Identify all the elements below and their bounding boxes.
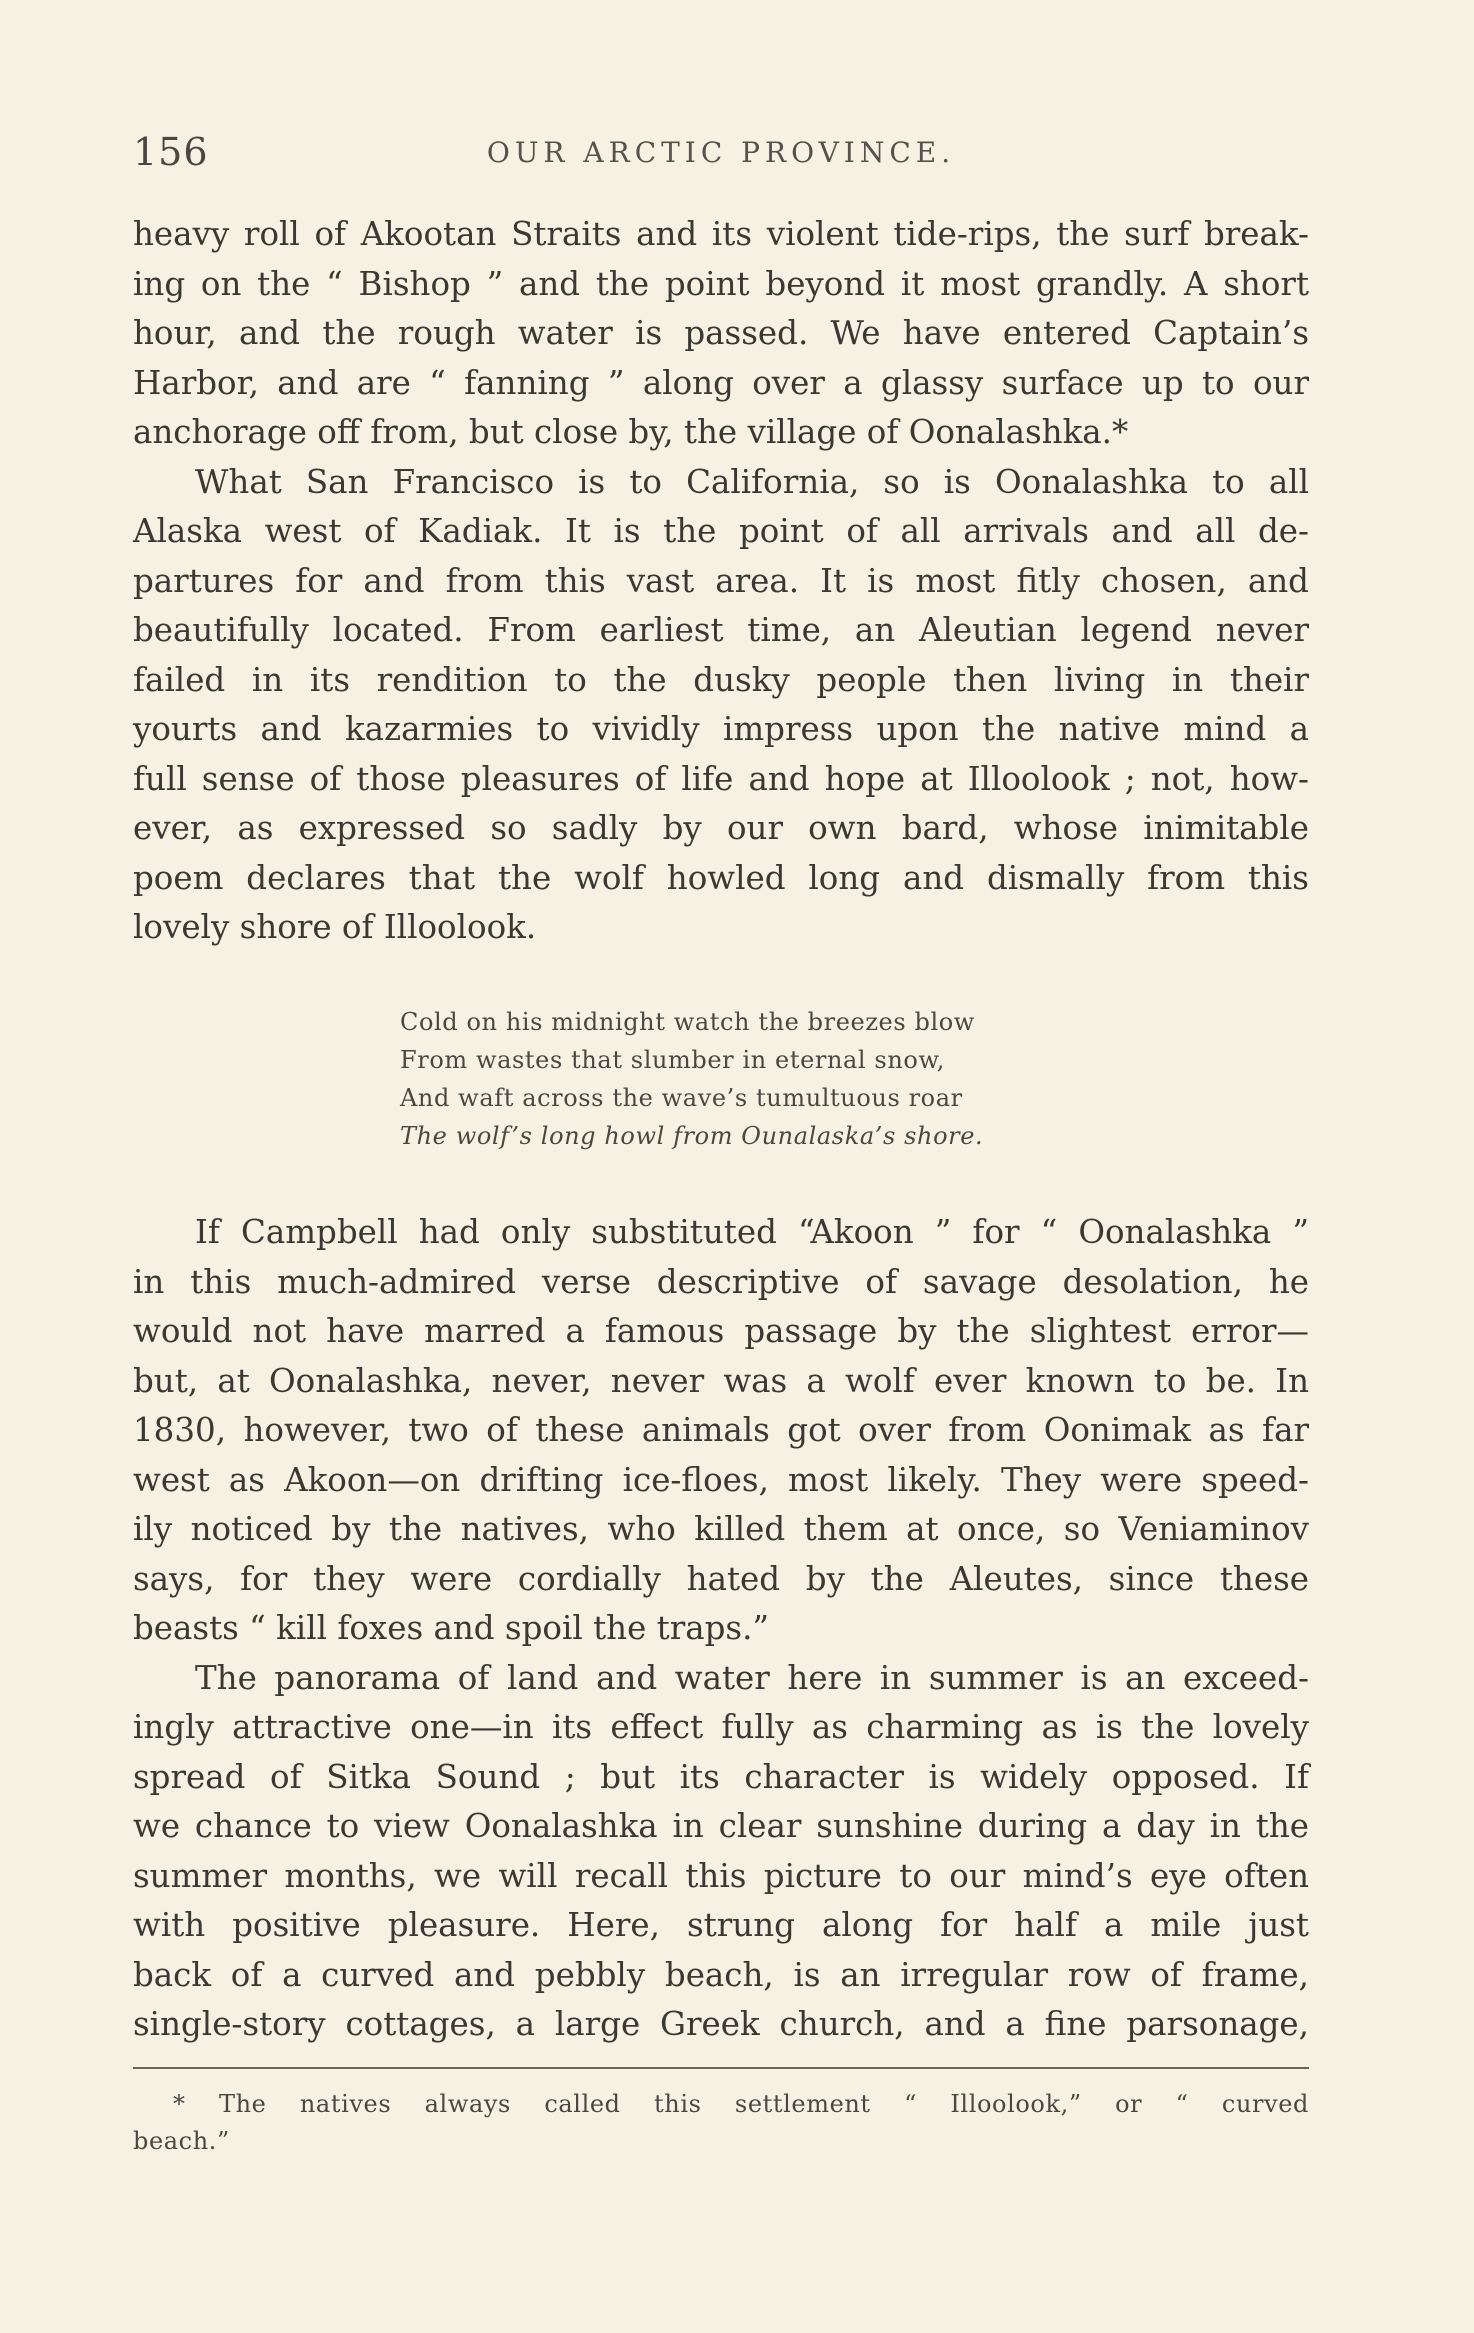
text-line: in this much-admired verse descriptive of savage desolation, he — [133, 1262, 1309, 1301]
text-line: beasts “ kill foxes and spoil the traps.” — [133, 1609, 770, 1647]
text-line: Alaska west of Kadiak. It is the point of all arrivals and all de- — [133, 512, 1309, 550]
paragraph — [133, 1654, 1309, 2050]
text-line: Harbor, and are “ fanning ” along over a glassy surface up to our — [133, 363, 1309, 402]
text-line: partures for and from this vast area. It is most fitly chosen, and — [133, 561, 1309, 600]
text-line: The panorama of land and water here in summer is an exceed- — [195, 1658, 1309, 1697]
text-line: with positive pleasure. Here, strung along for half a mile just — [133, 1906, 1309, 1944]
footnote-line: * The natives always called this settlement “ Illoolook,” or “ curved — [173, 2090, 1309, 2118]
poem-line: Cold on his midnight watch the breezes blow — [400, 1008, 975, 1036]
text-line: ing on the “ Bishop ” and the point beyond it most grandly. A short — [133, 264, 1309, 303]
footnote-divider — [133, 2067, 1309, 2069]
text-line: yourts and kazarmies to vividly impress upon the native mind a — [133, 710, 1309, 748]
footnote — [133, 2086, 1309, 2160]
running-title: OUR ARCTIC PROVINCE. — [486, 136, 956, 169]
poem-quotation — [400, 1003, 1100, 1155]
text-line: What San Francisco is to California, so is Oonalashka to all — [195, 462, 1309, 501]
text-line: hour, and the rough water is passed. We have entered Captain’s — [133, 314, 1309, 352]
text-line: lovely shore of Illoolook. — [133, 908, 537, 946]
text-line: anchorage off from, but close by, the village of Oonalashka.* — [133, 413, 1129, 451]
text-line: summer months, we will recall this picture to our mind’s eye often — [133, 1856, 1309, 1895]
text-line: back of a curved and pebbly beach, is an irregular row of frame, — [133, 1955, 1309, 1994]
poem-line: And waft across the wave’s tumultuous roar — [400, 1084, 963, 1112]
text-line: spread of Sitka Sound ; but its character is widely opposed. If — [133, 1757, 1309, 1796]
text-line: beautifully located. From earliest time, an Aleutian legend never — [133, 611, 1309, 649]
text-line: says, for they were cordially hated by the Aleutes, since these — [133, 1559, 1309, 1598]
text-line: ingly attractive one—in its effect fully as charming as is the lovely — [133, 1708, 1309, 1746]
text-line: west as Akoon—on drifting ice-floes, most likely. They were speed- — [133, 1460, 1309, 1499]
text-line: single-story cottages, a large Greek church, and a fine parsonage, — [133, 2005, 1309, 2043]
poem-line: From wastes that slumber in eternal snow, — [400, 1046, 945, 1074]
paragraph — [133, 458, 1309, 953]
text-line: If Campbell had only substituted “Akoon ” for “ Oonalashka ” — [195, 1213, 1309, 1251]
running-head — [133, 130, 1309, 180]
text-line: ily noticed by the natives, who killed them at once, so Veniaminov — [133, 1510, 1309, 1548]
text-line: but, at Oonalashka, never, never was a wolf ever known to be. In — [133, 1361, 1309, 1400]
paragraph — [133, 210, 1309, 458]
page-number: 156 — [133, 130, 209, 174]
text-line: heavy roll of Akootan Straits and its violent tide-rips, the surf break- — [133, 215, 1309, 253]
text-line: we chance to view Oonalashka in clear sunshine during a day in the — [133, 1807, 1309, 1845]
paragraph — [133, 1208, 1309, 1654]
text-line: 1830, however, two of these animals got over from Oonimak as far — [133, 1411, 1309, 1449]
text-line: poem declares that the wolf howled long and dismally from this — [133, 858, 1309, 897]
poem-line-italic: The wolf’s long howl from Ounalaska’s shore. — [400, 1122, 984, 1150]
text-line: failed in its rendition to the dusky people then living in their — [133, 660, 1309, 699]
body-text-top — [133, 210, 1309, 953]
text-line: would not have marred a famous passage by the slightest error— — [133, 1312, 1309, 1350]
body-text-bottom — [133, 1208, 1309, 2050]
footnote-line: beach.” — [133, 2127, 230, 2155]
text-line: ever, as expressed so sadly by our own bard, whose inimitable — [133, 809, 1309, 847]
text-line: full sense of those pleasures of life and hope at Illoolook ; not, how- — [133, 759, 1309, 798]
